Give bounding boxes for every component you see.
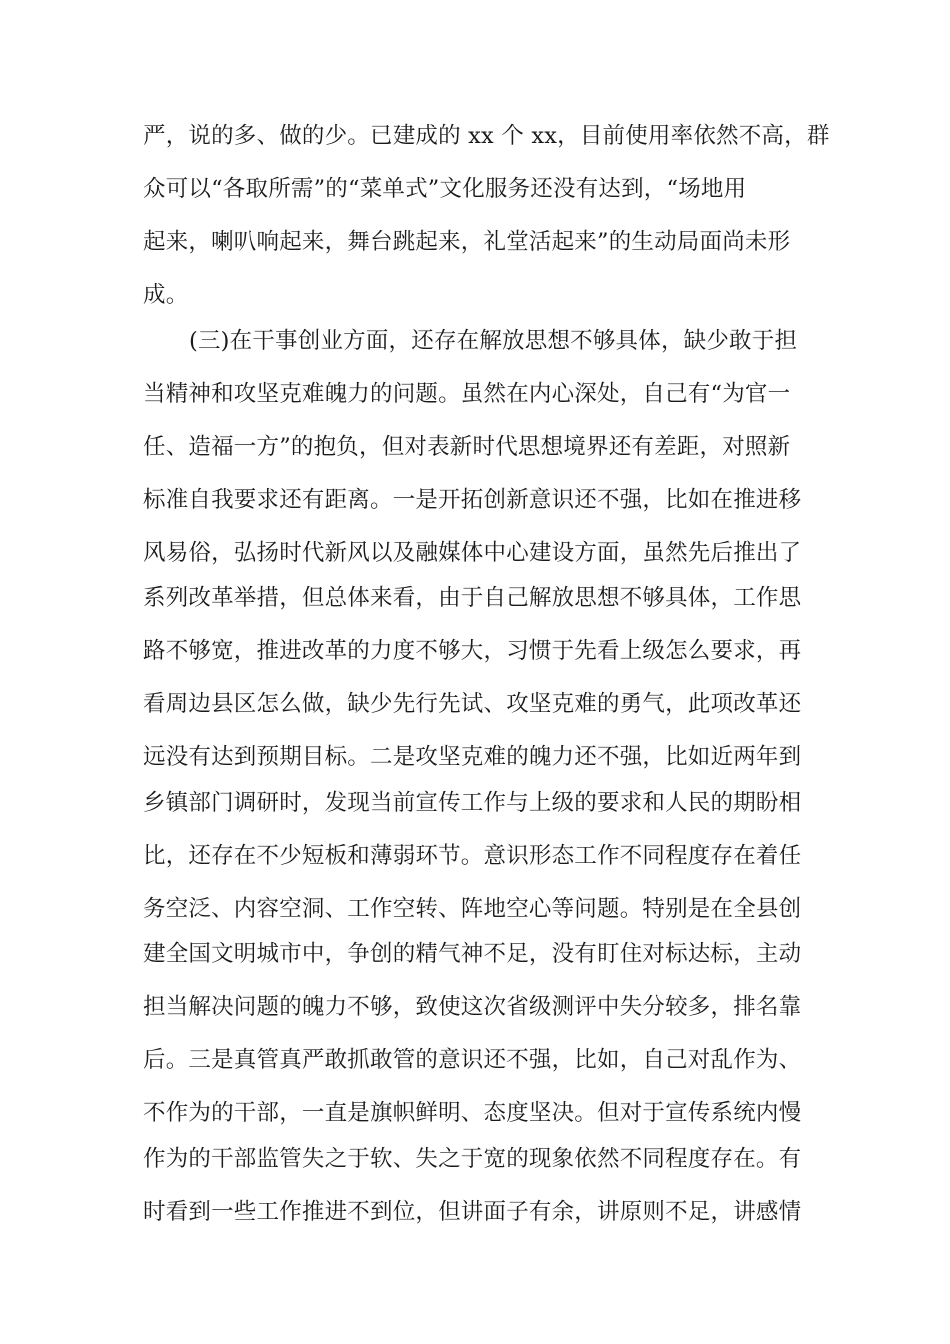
text-line: 乡镇部门调研时，发现当前宣传工作与上级的要求和人民的期盼相 (143, 790, 802, 816)
text-line: 严，说的多、做的少。已建成的 xx 个 xx，目前使用率依然不高，群 (143, 123, 830, 149)
text-line: 标准自我要求还有距离。一是开拓创新意识还不强，比如在推进移 (143, 487, 802, 513)
text-line: 时看到一些工作推进不到位，但讲面子有余，讲原则不足，讲感情 (143, 1199, 802, 1225)
text-line: 系列改革举措，但总体来看，由于自己解放思想不够具体，工作思 (143, 585, 802, 611)
text-line: 看周边县区怎么做，缺少先行先试、攻坚克难的勇气，此项改革还 (143, 691, 802, 717)
text-line: 起来，喇叭响起来，舞台跳起来，礼堂活起来”的生动局面尚未形 (143, 229, 791, 255)
text-line: 任、造福一方”的抱负，但对表新时代思想境界还有差距，对照新 (143, 434, 791, 460)
text-line: 务空泛、内容空洞、工作空转、阵地空心等问题。特别是在全县创 (143, 896, 802, 922)
text-line: 成。 (143, 282, 189, 308)
text-line: 比，还存在不少短板和薄弱环节。意识形态工作不同程度存在着任 (143, 843, 802, 869)
text-line: 后。三是真管真严敢抓敢管的意识还不强，比如，自己对乱作为、 (143, 1047, 802, 1073)
text-line: 建全国文明城市中，争创的精气神不足，没有盯住对标达标，主动 (143, 941, 802, 967)
text-line: 风易俗，弘扬时代新风以及融媒体中心建设方面，虽然先后推出了 (143, 540, 802, 566)
paragraph-first-line: (三)在干事创业方面，还存在解放思想不够具体，缺少敢于担 (189, 328, 798, 354)
text-line: 众可以“各取所需”的“菜单式”文化服务还没有达到，“场地用 (143, 176, 747, 202)
text-line: 路不够宽，推进改革的力度不够大，习惯于先看上级怎么要求，再 (143, 638, 802, 664)
text-line: 不作为的干部，一直是旗帜鲜明、态度坚决。但对于宣传系统内慢 (143, 1100, 802, 1126)
text-line: 担当解决问题的魄力不够，致使这次省级测评中失分较多，排名靠 (143, 994, 802, 1020)
text-line: 远没有达到预期目标。二是攻坚克难的魄力还不强，比如近两年到 (143, 744, 802, 770)
text-line: 作为的干部监管失之于软、失之于宽的现象依然不同程度存在。有 (143, 1146, 802, 1172)
text-line: 当精神和攻坚克难魄力的问题。虽然在内心深处，自己有“为官一 (143, 381, 791, 407)
